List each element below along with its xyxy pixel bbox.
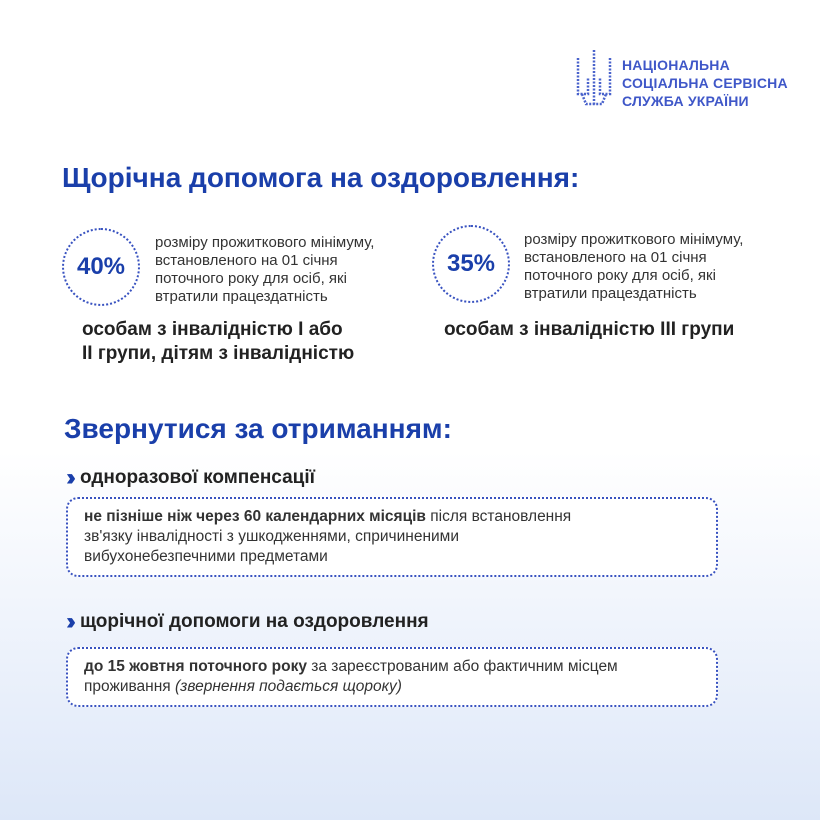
section-title: Звернутися за отриманням: [64,413,452,444]
logo-emblem-icon [574,48,616,112]
highlight: до 15 жовтня поточного року [84,658,307,675]
info-box [66,497,718,577]
desc-line: встановленого на 01 січня [524,249,707,266]
text: за зареєстрованим або фактичним місцем [306,658,618,675]
subheading-label: одноразової компенсації [79,467,315,488]
text: після встановлення [425,508,572,525]
note: (звернення подається щороку) [175,678,402,695]
group-line: II групи, дітям з інвалідністю [82,343,355,364]
section-title: Щорічна допомога на оздоровлення: [62,162,580,193]
subheading [66,608,429,636]
group-label [82,318,354,366]
logo-text [622,56,788,110]
text: зв'язку інвалідності з ушкодженнями, спричиненими [84,528,459,545]
desc-line: втратили працездатність [155,288,328,305]
info-box [66,647,718,707]
desc-line: поточного року для осіб, які [524,267,716,284]
text: проживання [84,678,175,695]
logo-line: НАЦІОНАЛЬНА [622,57,730,73]
text: вибухонебезпечними предметами [84,548,328,565]
desc-line: розміру прожиткового мінімуму, [524,231,744,248]
desc-line: втратили працездатність [524,285,697,302]
desc-line: розміру прожиткового мінімуму, [155,234,375,251]
desc-line: встановленого на 01 січня [155,252,338,269]
logo-line: СЛУЖБА УКРАЇНИ [622,93,749,109]
logo-line: СОЦІАЛЬНА СЕРВІСНА [622,75,788,91]
description [155,234,374,306]
percent-circle: 40% [62,228,140,306]
desc-line: поточного року для осіб, які [155,270,347,287]
group-label: особам з інвалідністю III групи [444,319,735,340]
double-chevron-icon: ›› [66,608,70,635]
subheading-label: щорічної допомоги на оздоровлення [79,611,429,632]
highlight: не пізніше ніж через 60 календарних місяців [84,508,426,525]
subheading [66,464,315,492]
group-line: особам з інвалідністю I або [82,319,343,340]
description [524,231,743,303]
percent-circle: 35% [432,225,510,303]
double-chevron-icon: ›› [66,464,70,491]
